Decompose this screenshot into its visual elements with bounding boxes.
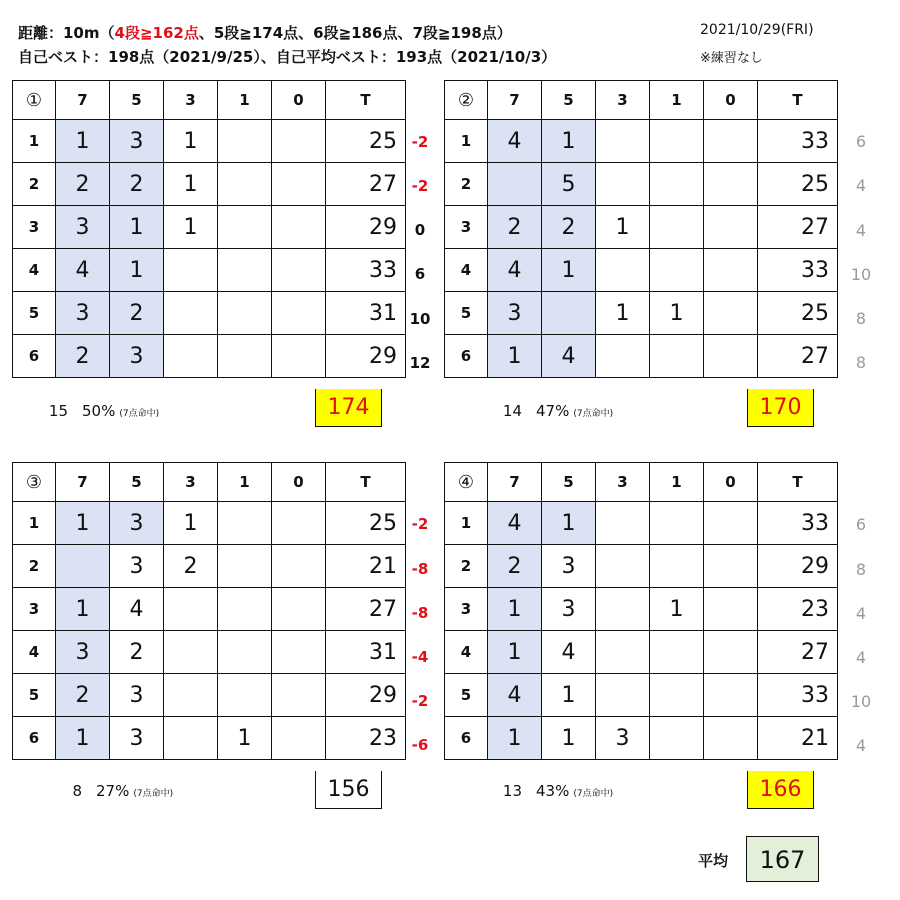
count-0 xyxy=(704,206,758,249)
count-5: 1 xyxy=(542,120,596,163)
table-row xyxy=(13,502,406,545)
table-row xyxy=(445,674,838,717)
table-row xyxy=(13,631,406,674)
seven-hit-note: (7点命中) xyxy=(119,409,160,419)
side-value: 4 xyxy=(855,604,867,623)
count-1 xyxy=(218,249,272,292)
count-3 xyxy=(596,631,650,674)
table-row xyxy=(445,163,838,206)
count-7: 3 xyxy=(56,631,110,674)
count-3 xyxy=(596,163,650,206)
col-header-7: 7 xyxy=(488,81,542,120)
count-0 xyxy=(272,502,326,545)
table-row xyxy=(445,292,838,335)
count-0 xyxy=(704,502,758,545)
round-1-table xyxy=(12,80,406,378)
table-row xyxy=(13,249,406,292)
count-7: 1 xyxy=(488,588,542,631)
count-7: 4 xyxy=(488,674,542,717)
diff-value: 0 xyxy=(414,221,426,239)
count-5: 2 xyxy=(110,163,164,206)
count-0 xyxy=(704,631,758,674)
side-value: 10 xyxy=(850,265,872,284)
count-1 xyxy=(218,588,272,631)
count-7: 3 xyxy=(56,206,110,249)
col-header-5: 5 xyxy=(110,463,164,502)
diff-value: 10 xyxy=(409,310,431,328)
count-0 xyxy=(704,674,758,717)
count-5: 3 xyxy=(110,502,164,545)
table-row xyxy=(13,674,406,717)
col-header-1: 1 xyxy=(650,463,704,502)
diff-value: 6 xyxy=(414,265,426,283)
table-row xyxy=(445,206,838,249)
count-5: 1 xyxy=(542,502,596,545)
count-1 xyxy=(218,674,272,717)
end-total: 33 xyxy=(758,249,838,292)
col-header-0: 0 xyxy=(704,81,758,120)
col-header-7: 7 xyxy=(488,463,542,502)
round-2-summary xyxy=(492,402,613,420)
count-7: 1 xyxy=(56,502,110,545)
end-total: 23 xyxy=(758,588,838,631)
count-3 xyxy=(164,631,218,674)
count-5: 1 xyxy=(542,717,596,760)
col-header-1: 1 xyxy=(218,81,272,120)
count-7 xyxy=(488,163,542,206)
side-value: 6 xyxy=(855,132,867,151)
count-7: 1 xyxy=(488,717,542,760)
side-value: 8 xyxy=(855,560,867,579)
count-3 xyxy=(164,674,218,717)
count-1 xyxy=(218,545,272,588)
col-header-1: 1 xyxy=(218,463,272,502)
count-5: 2 xyxy=(110,292,164,335)
count-3 xyxy=(596,674,650,717)
count-7: 4 xyxy=(488,120,542,163)
count-7: 4 xyxy=(56,249,110,292)
diff-value: -8 xyxy=(411,560,429,578)
count-7: 1 xyxy=(56,588,110,631)
table-header-row xyxy=(13,81,406,120)
end-number: 1 xyxy=(445,502,488,545)
count-5: 3 xyxy=(110,717,164,760)
count-1 xyxy=(650,674,704,717)
count-3: 1 xyxy=(164,502,218,545)
average-label: 平均 xyxy=(698,852,729,870)
table-row xyxy=(445,545,838,588)
end-number: 6 xyxy=(13,717,56,760)
round-label: ③ xyxy=(13,463,56,502)
seven-hit-count: 15 xyxy=(48,402,68,420)
table-row xyxy=(13,120,406,163)
side-value: 8 xyxy=(855,309,867,328)
count-5: 3 xyxy=(110,545,164,588)
end-total: 27 xyxy=(758,631,838,674)
count-7: 1 xyxy=(488,335,542,378)
diff-value: -4 xyxy=(411,648,429,666)
count-7: 2 xyxy=(56,335,110,378)
end-total: 25 xyxy=(758,292,838,335)
col-header-5: 5 xyxy=(542,463,596,502)
end-number: 5 xyxy=(445,292,488,335)
end-number: 3 xyxy=(445,588,488,631)
end-number: 1 xyxy=(13,502,56,545)
end-total: 31 xyxy=(326,631,406,674)
round-3-summary xyxy=(52,782,173,800)
end-total: 25 xyxy=(758,163,838,206)
round-3-total: 156 xyxy=(315,771,382,809)
count-1: 1 xyxy=(650,588,704,631)
end-number: 2 xyxy=(13,163,56,206)
end-number: 4 xyxy=(445,249,488,292)
count-7 xyxy=(56,545,110,588)
round-2-table xyxy=(444,80,838,378)
end-total: 33 xyxy=(326,249,406,292)
end-total: 27 xyxy=(758,206,838,249)
count-7: 4 xyxy=(488,249,542,292)
table-row xyxy=(445,120,838,163)
count-1 xyxy=(218,206,272,249)
table-row xyxy=(13,588,406,631)
seven-hit-note: (7点命中) xyxy=(573,409,614,419)
count-1 xyxy=(218,292,272,335)
count-7: 1 xyxy=(56,120,110,163)
end-number: 6 xyxy=(445,335,488,378)
side-value: 10 xyxy=(850,692,872,711)
end-total: 29 xyxy=(326,674,406,717)
side-value: 8 xyxy=(855,353,867,372)
count-5: 3 xyxy=(110,674,164,717)
count-0 xyxy=(704,717,758,760)
col-header-3: 3 xyxy=(596,463,650,502)
end-number: 2 xyxy=(13,545,56,588)
seven-hit-rate: 27% xyxy=(96,782,130,800)
count-3: 3 xyxy=(596,717,650,760)
diff-value: 12 xyxy=(409,354,431,372)
count-0 xyxy=(272,206,326,249)
average-value: 167 xyxy=(746,836,819,882)
count-0 xyxy=(272,545,326,588)
count-0 xyxy=(272,249,326,292)
end-total: 33 xyxy=(758,502,838,545)
count-1 xyxy=(218,631,272,674)
side-value: 4 xyxy=(855,176,867,195)
end-total: 29 xyxy=(326,206,406,249)
end-total: 21 xyxy=(326,545,406,588)
count-5: 1 xyxy=(110,249,164,292)
diff-value: -6 xyxy=(411,736,429,754)
table-row xyxy=(445,588,838,631)
col-header-total: T xyxy=(758,463,838,502)
end-number: 4 xyxy=(445,631,488,674)
seven-hit-count: 14 xyxy=(502,402,522,420)
end-total: 23 xyxy=(326,717,406,760)
end-number: 5 xyxy=(445,674,488,717)
end-number: 3 xyxy=(13,206,56,249)
col-header-3: 3 xyxy=(164,463,218,502)
diff-value: -2 xyxy=(411,692,429,710)
count-3 xyxy=(596,335,650,378)
count-1 xyxy=(650,502,704,545)
distance-criteria xyxy=(18,22,512,43)
count-1 xyxy=(650,631,704,674)
round-3-table xyxy=(12,462,406,760)
count-3 xyxy=(596,588,650,631)
count-3: 1 xyxy=(164,120,218,163)
count-3 xyxy=(164,335,218,378)
round-1-total: 174 xyxy=(315,389,382,427)
table-row xyxy=(445,717,838,760)
count-0 xyxy=(704,249,758,292)
count-0 xyxy=(704,120,758,163)
count-7: 3 xyxy=(56,292,110,335)
count-5: 1 xyxy=(110,206,164,249)
count-0 xyxy=(704,335,758,378)
table-row xyxy=(13,717,406,760)
diff-value: -8 xyxy=(411,604,429,622)
count-0 xyxy=(272,120,326,163)
round-4-total: 166 xyxy=(747,771,814,809)
count-0 xyxy=(272,335,326,378)
end-number: 5 xyxy=(13,292,56,335)
personal-best: 自己ベスト：198点（2021/9/25）、自己平均ベスト：193点（2021/10/3） xyxy=(18,48,557,66)
end-total: 29 xyxy=(326,335,406,378)
seven-hit-note: (7点命中) xyxy=(573,789,614,799)
side-value: 6 xyxy=(855,515,867,534)
count-1 xyxy=(218,335,272,378)
col-header-total: T xyxy=(326,463,406,502)
seven-hit-rate: 50% xyxy=(82,402,116,420)
end-number: 2 xyxy=(445,163,488,206)
table-row xyxy=(445,631,838,674)
table-row xyxy=(13,292,406,335)
col-header-5: 5 xyxy=(542,81,596,120)
table-row xyxy=(13,163,406,206)
table-row xyxy=(445,335,838,378)
side-value: 4 xyxy=(855,736,867,755)
end-number: 3 xyxy=(13,588,56,631)
end-number: 6 xyxy=(13,335,56,378)
count-7: 4 xyxy=(488,502,542,545)
end-number: 3 xyxy=(445,206,488,249)
session-date: 2021/10/29(FRI) xyxy=(700,22,814,38)
col-header-3: 3 xyxy=(164,81,218,120)
table-row xyxy=(445,502,838,545)
seven-hit-count: 8 xyxy=(72,782,82,800)
count-0 xyxy=(704,588,758,631)
table-header-row xyxy=(445,463,838,502)
rank4-criterion: 4段≧162点 xyxy=(114,24,199,42)
count-0 xyxy=(272,674,326,717)
table-row xyxy=(13,206,406,249)
count-3: 1 xyxy=(164,163,218,206)
count-5: 4 xyxy=(542,335,596,378)
count-3 xyxy=(164,717,218,760)
count-5: 2 xyxy=(542,206,596,249)
table-row xyxy=(445,249,838,292)
end-number: 1 xyxy=(445,120,488,163)
round-4-table xyxy=(444,462,838,760)
end-total: 27 xyxy=(758,335,838,378)
count-0 xyxy=(272,292,326,335)
count-7: 2 xyxy=(56,163,110,206)
count-0 xyxy=(704,292,758,335)
end-number: 5 xyxy=(13,674,56,717)
end-number: 2 xyxy=(445,545,488,588)
count-3 xyxy=(164,249,218,292)
side-value: 4 xyxy=(855,648,867,667)
count-1 xyxy=(218,120,272,163)
count-3 xyxy=(596,545,650,588)
count-3: 2 xyxy=(164,545,218,588)
count-3 xyxy=(164,588,218,631)
end-total: 31 xyxy=(326,292,406,335)
round-label: ④ xyxy=(445,463,488,502)
count-0 xyxy=(272,163,326,206)
end-number: 4 xyxy=(13,631,56,674)
end-total: 25 xyxy=(326,502,406,545)
count-5: 1 xyxy=(542,674,596,717)
diff-value: -2 xyxy=(411,177,429,195)
col-header-0: 0 xyxy=(272,81,326,120)
count-5: 3 xyxy=(542,588,596,631)
count-3 xyxy=(596,120,650,163)
count-5: 4 xyxy=(542,631,596,674)
count-1 xyxy=(650,206,704,249)
end-number: 4 xyxy=(13,249,56,292)
round-1-summary xyxy=(38,402,159,420)
count-5: 3 xyxy=(542,545,596,588)
seven-hit-rate: 47% xyxy=(536,402,570,420)
count-0 xyxy=(704,163,758,206)
count-3 xyxy=(596,502,650,545)
end-total: 33 xyxy=(758,120,838,163)
seven-hit-rate: 43% xyxy=(536,782,570,800)
count-5: 3 xyxy=(110,335,164,378)
count-7: 3 xyxy=(488,292,542,335)
col-header-7: 7 xyxy=(56,463,110,502)
count-1 xyxy=(650,120,704,163)
count-0 xyxy=(704,545,758,588)
count-7: 2 xyxy=(488,206,542,249)
count-7: 2 xyxy=(56,674,110,717)
end-total: 21 xyxy=(758,717,838,760)
end-total: 25 xyxy=(326,120,406,163)
count-3 xyxy=(164,292,218,335)
round-label: ② xyxy=(445,81,488,120)
count-1: 1 xyxy=(650,292,704,335)
col-header-5: 5 xyxy=(110,81,164,120)
distance-suffix: 、5段≧174点、6段≧186点、7段≧198点） xyxy=(198,24,512,42)
count-1: 1 xyxy=(218,717,272,760)
count-1 xyxy=(650,163,704,206)
table-row xyxy=(13,335,406,378)
side-value: 4 xyxy=(855,221,867,240)
count-0 xyxy=(272,717,326,760)
end-total: 27 xyxy=(326,588,406,631)
count-1 xyxy=(650,335,704,378)
table-row xyxy=(13,545,406,588)
round-4-summary xyxy=(492,782,613,800)
count-7: 2 xyxy=(488,545,542,588)
end-total: 33 xyxy=(758,674,838,717)
col-header-total: T xyxy=(326,81,406,120)
col-header-7: 7 xyxy=(56,81,110,120)
practice-note: ※練習なし xyxy=(700,51,763,66)
count-5 xyxy=(542,292,596,335)
end-number: 1 xyxy=(13,120,56,163)
diff-value: -2 xyxy=(411,515,429,533)
count-1 xyxy=(650,249,704,292)
count-5: 3 xyxy=(110,120,164,163)
end-number: 6 xyxy=(445,717,488,760)
count-0 xyxy=(272,631,326,674)
col-header-0: 0 xyxy=(704,463,758,502)
col-header-0: 0 xyxy=(272,463,326,502)
count-5: 1 xyxy=(542,249,596,292)
count-1 xyxy=(218,502,272,545)
diff-value: -2 xyxy=(411,133,429,151)
count-3: 1 xyxy=(164,206,218,249)
count-1 xyxy=(218,163,272,206)
round-label: ① xyxy=(13,81,56,120)
distance-prefix: 距離：10m（ xyxy=(18,24,115,42)
count-7: 1 xyxy=(488,631,542,674)
col-header-total: T xyxy=(758,81,838,120)
count-5: 2 xyxy=(110,631,164,674)
table-header-row xyxy=(445,81,838,120)
end-total: 27 xyxy=(326,163,406,206)
count-3: 1 xyxy=(596,206,650,249)
col-header-1: 1 xyxy=(650,81,704,120)
seven-hit-note: (7点命中) xyxy=(133,789,174,799)
count-0 xyxy=(272,588,326,631)
end-total: 29 xyxy=(758,545,838,588)
col-header-3: 3 xyxy=(596,81,650,120)
table-header-row xyxy=(13,463,406,502)
count-1 xyxy=(650,545,704,588)
seven-hit-count: 13 xyxy=(502,782,522,800)
count-1 xyxy=(650,717,704,760)
count-3: 1 xyxy=(596,292,650,335)
count-7: 1 xyxy=(56,717,110,760)
round-2-total: 170 xyxy=(747,389,814,427)
count-5: 5 xyxy=(542,163,596,206)
count-5: 4 xyxy=(110,588,164,631)
count-3 xyxy=(596,249,650,292)
